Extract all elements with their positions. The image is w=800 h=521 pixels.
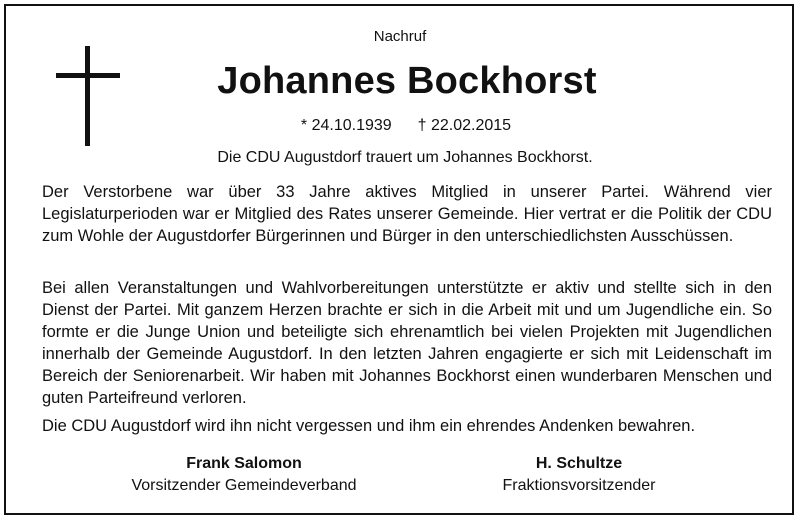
signatory-name: H. Schultze [535,455,623,472]
signatory-name: Frank Salomon [186,455,302,472]
signature-block [94,453,394,497]
signatory-role: Fraktionsvorsitzender [502,477,656,494]
mourning-line: Die CDU Augustdorf trauert um Johannes Bockhorst. [217,149,593,166]
closing-paragraph: Die CDU Augustdorf wird ihn nicht vergessen und ihm ein ehrendes Andenken bewahren. [42,417,696,435]
obituary-paragraph: Der Verstorbene war über 33 Jahre aktives Mitglied in unserer Partei. Während vier Legislaturperioden war er Mitglied des Rates unserer Gemeinde. Hier vertrat er die Politik der CDU zum Wohle der Augustdorfer Bürgerinnen und Bürger in den unterschiedlichsten Ausschüssen. [42,183,772,245]
obituary-paragraph: Bei allen Veranstaltungen und Wahlvorbereitungen unterstützte er aktiv und stellte sich in den Dienst der Partei. Mit ganzem Herzen brachte er sich in die Arbeit mit und um Jugendliche ein. So formte er die Junge Union und beteiligte sich ehrenamtlich bei vielen Projekten mit Jugendlichen innerhalb der Gemeinde Augustdorf. In den letzten Jahren engagierte er sich mit Leidenschaft im Bereich der Seniorenarbeit. Wir haben mit Johannes Bockhorst einen wunderbaren Menschen und guten Parteifreund verloren. [42,279,772,407]
life-dates [0,117,800,135]
birth-date: * 24.10.1939 [300,117,392,134]
signatory-role: Vorsitzender Gemeindeverband [131,477,357,494]
notice-label: Nachruf [373,28,427,45]
death-date: † 22.02.2015 [417,117,512,134]
deceased-name: Johannes Bockhorst [217,60,597,102]
signature-block [429,453,729,497]
